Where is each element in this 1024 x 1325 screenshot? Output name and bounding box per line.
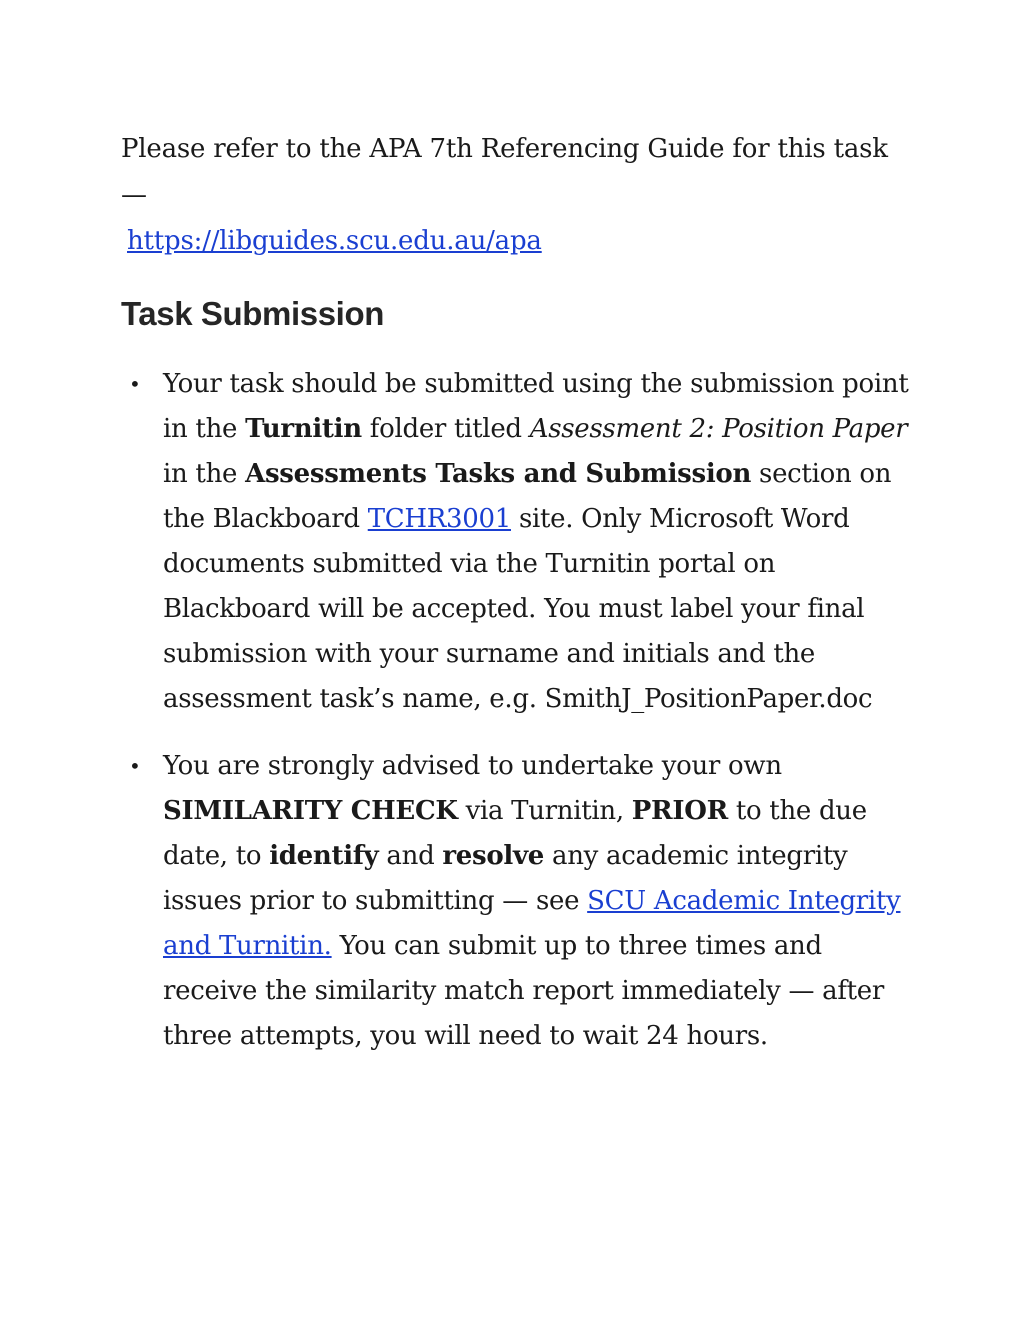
item2-text: and bbox=[378, 841, 443, 871]
item2-bold-prior: PRIOR bbox=[631, 796, 728, 826]
section-heading: Task Submission bbox=[121, 295, 384, 332]
item2-text: to the due date, to bbox=[163, 796, 867, 871]
academic-integrity-link[interactable]: SCU Academic Integrity and Turnitin. bbox=[163, 886, 901, 961]
item1-text: Your task should be submitted using the submission point in the bbox=[163, 369, 909, 444]
item1-text: section on the Blackboard bbox=[163, 459, 892, 534]
item1-text: site. Only Microsoft Word documents submitted via the Turnitin portal on Blackboard will be accepted. You must label your final submission with your surname and initials and the assessment task’s name, e.g. SmithJ_PositionPaper.doc bbox=[163, 504, 873, 714]
bullet-icon: • bbox=[129, 372, 141, 396]
intro-paragraph bbox=[121, 126, 911, 264]
bullet-icon: • bbox=[129, 754, 141, 778]
tchr3001-link[interactable]: TCHR3001 bbox=[367, 504, 511, 534]
apa-guide-link[interactable]: https://libguides.scu.edu.au/apa bbox=[127, 226, 542, 256]
item2-text: any academic integrity issues prior to submitting — see bbox=[163, 841, 848, 916]
item2-text: You can submit up to three times and receive the similarity match report immediately — after three attempts, you will need to wait 24 hours. bbox=[163, 931, 885, 1051]
item1-italic-folder-title: Assessment 2: Position Paper bbox=[529, 414, 908, 444]
list-item bbox=[121, 744, 911, 1059]
item1-bold-turnitin: Turnitin bbox=[245, 414, 362, 444]
document-page bbox=[121, 126, 911, 1081]
item1-text: in the bbox=[163, 459, 246, 489]
item2-bold-resolve: resolve bbox=[442, 841, 545, 871]
list-item bbox=[121, 362, 911, 722]
intro-text: Please refer to the APA 7th Referencing Guide for this task — bbox=[121, 134, 888, 210]
item2-text: via Turnitin, bbox=[457, 796, 632, 826]
item1-bold-section: Assessments Tasks and Submission bbox=[245, 459, 752, 489]
item2-text: You are strongly advised to undertake your own bbox=[163, 751, 782, 781]
item1-text: folder titled bbox=[361, 414, 530, 444]
item2-bold-identify: identify bbox=[269, 841, 379, 871]
submission-list bbox=[121, 362, 911, 1059]
item2-bold-similarity-check: SIMILARITY CHECK bbox=[163, 796, 458, 826]
